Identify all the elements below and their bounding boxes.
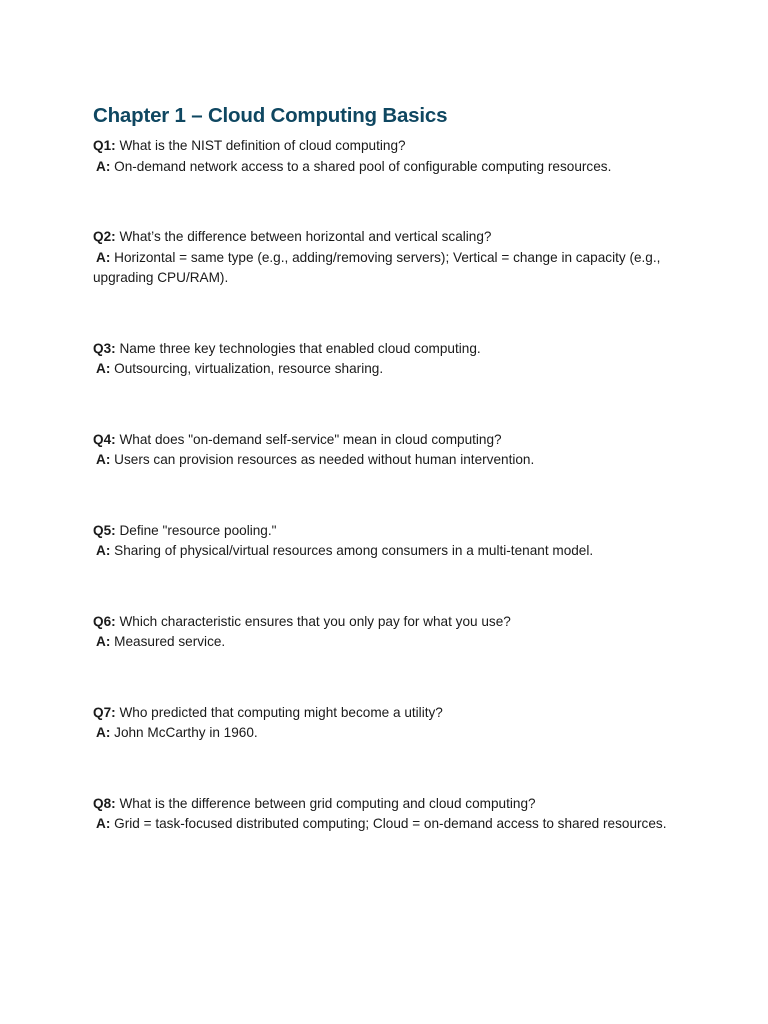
chapter-title: Chapter 1 – Cloud Computing Basics [93, 104, 448, 127]
answer-tag: A: [96, 543, 111, 558]
question-line [93, 521, 693, 542]
question-line [93, 612, 693, 633]
answer-tag: A: [96, 158, 111, 174]
answer-tag: A: [96, 452, 111, 467]
answer-text: Sharing of physical/virtual resources among consumers in a multi-tenant model. [114, 543, 594, 558]
question-line [93, 430, 693, 451]
question-text: Which characteristic ensures that you only pay for what you use? [119, 613, 511, 629]
question-tag: Q5: [93, 522, 116, 538]
question-tag: Q8: [93, 795, 116, 811]
qa-item-1 [93, 136, 693, 177]
question-line [93, 227, 693, 248]
answer-text: Outsourcing, virtualization, resource sharing. [114, 361, 384, 376]
answer-text: John McCarthy in 1960. [114, 725, 258, 740]
question-text: What is the difference between grid computing and cloud computing? [119, 795, 536, 811]
question-line [93, 703, 693, 724]
answer-line [93, 157, 693, 178]
answer-tag: A: [96, 361, 111, 376]
qa-item-5 [93, 521, 693, 562]
answer-line [93, 632, 693, 653]
answer-line [93, 723, 693, 744]
answer-tag: A: [96, 816, 111, 831]
answer-line [93, 814, 693, 835]
answer-line [93, 248, 693, 289]
answer-text: Users can provision resources as needed without human intervention. [114, 452, 535, 467]
question-tag: Q1: [93, 138, 116, 153]
answer-line [93, 450, 693, 471]
qa-item-4 [93, 430, 693, 471]
question-text: What is the NIST definition of cloud computing? [119, 138, 406, 153]
question-line [93, 136, 693, 157]
qa-item-2 [93, 227, 693, 289]
answer-tag: A: [96, 249, 111, 265]
question-tag: Q4: [93, 431, 116, 447]
question-text: Define "resource pooling." [119, 522, 277, 538]
answer-tag: A: [96, 634, 111, 649]
question-tag: Q7: [93, 704, 116, 720]
question-text: Name three key technologies that enabled cloud computing. [119, 340, 481, 356]
question-line [93, 339, 693, 360]
answer-tag: A: [96, 725, 111, 740]
qa-item-6 [93, 612, 693, 653]
answer-text: Grid = task-focused distributed computing; Cloud = on-demand access to shared resources. [114, 816, 667, 831]
answer-text: Horizontal = same type (e.g., adding/removing servers); Vertical = change in capacity (e.g., upgrading CPU/RAM). [93, 249, 661, 285]
question-tag: Q2: [93, 229, 116, 244]
qa-item-7 [93, 703, 693, 744]
qa-item-8 [93, 794, 693, 835]
answer-line [93, 541, 693, 562]
question-tag: Q6: [93, 613, 116, 629]
answer-line [93, 359, 693, 380]
question-line [93, 794, 693, 815]
question-text: What does "on-demand self-service" mean in cloud computing? [119, 431, 502, 447]
question-tag: Q3: [93, 340, 116, 356]
document-page [93, 102, 693, 885]
answer-text: Measured service. [114, 634, 226, 649]
answer-text: On-demand network access to a shared pool of configurable computing resources. [114, 158, 612, 174]
qa-item-3 [93, 339, 693, 380]
question-text: Who predicted that computing might become a utility? [119, 704, 443, 720]
question-text: What’s the difference between horizontal and vertical scaling? [119, 229, 492, 244]
